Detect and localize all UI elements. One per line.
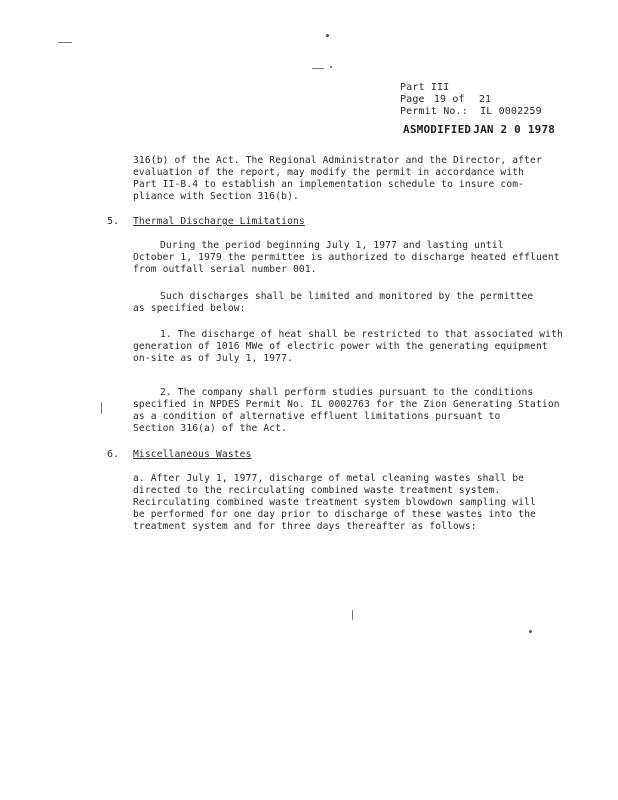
stamp-date: JAN 2 0 1978 [473, 123, 556, 136]
permit-label: Permit No.: [400, 106, 468, 117]
list-item-line: Section 316(a) of the Act. [133, 423, 288, 434]
permit-number: IL 0002259 [480, 106, 542, 117]
header-permit [400, 105, 542, 118]
scan-mark [58, 42, 72, 43]
list-item-line: generation of 1016 MWe of electric power with the generating equipment [133, 341, 548, 352]
stamp-text: MODIFIED [416, 123, 472, 136]
scan-speck [326, 34, 329, 37]
scan-speck [529, 630, 532, 633]
section-5-heading: Thermal Discharge Limitations [133, 216, 305, 227]
page-total: 21 [478, 94, 492, 105]
list-item-line: specified in NPDES Permit No. IL 0002763 for the Zion Generating Station [133, 399, 560, 410]
modified-stamp [403, 123, 555, 136]
list-item-line: as a condition of alternative effluent limitations pursuant to [133, 411, 501, 422]
paragraph-line: from outfall serial number 001. [133, 264, 317, 275]
list-item-line: 1. The discharge of heat shall be restricted to that associated with [160, 329, 563, 340]
intro-line: evaluation of the report, may modify the permit in accordance with [133, 167, 525, 178]
page-number: 19 [433, 94, 447, 105]
paragraph-line: as specified below: [133, 303, 246, 314]
scan-mark [312, 68, 324, 69]
paragraph-line: be performed for one day prior to discharge of these wastes into the [133, 509, 536, 520]
paragraph-line: Recirculating combined waste treatment system blowdown sampling will [133, 497, 536, 508]
header-part: Part III [400, 82, 450, 93]
list-item-line: on-site as of July 1, 1977. [133, 353, 293, 364]
paragraph-line: directed to the recirculating combined waste treatment system. [133, 485, 501, 496]
intro-line: 316(b) of the Act. The Regional Administrator and the Director, after [133, 155, 542, 166]
page-of: of [452, 94, 465, 105]
section-6-number: 6. [107, 449, 120, 460]
paragraph-line: Such discharges shall be limited and monitored by the permittee [160, 291, 534, 302]
page-label: Page [400, 94, 425, 105]
margin-mark [101, 402, 102, 414]
paragraph-line: During the period beginning July 1, 1977 and lasting until [160, 240, 504, 251]
intro-line: pliance with Section 316(b). [133, 191, 299, 202]
paragraph-line: October 1, 1979 the permittee is authorized to discharge heated effluent [133, 252, 560, 263]
list-item-line: 2. The company shall perform studies pursuant to the conditions [160, 387, 534, 398]
intro-line: Part II-B.4 to establish an implementation schedule to insure com- [133, 179, 525, 190]
section-5-number: 5. [107, 216, 120, 227]
paragraph-line: treatment system and for three days thereafter as follows: [133, 521, 477, 532]
section-6-heading: Miscellaneous Wastes [133, 449, 252, 460]
scan-speck [330, 66, 332, 68]
stamp-prefix: AS [403, 123, 417, 136]
paragraph-line: a. After July 1, 1977, discharge of metal cleaning wastes shall be [133, 473, 525, 484]
scan-mark [352, 610, 353, 620]
